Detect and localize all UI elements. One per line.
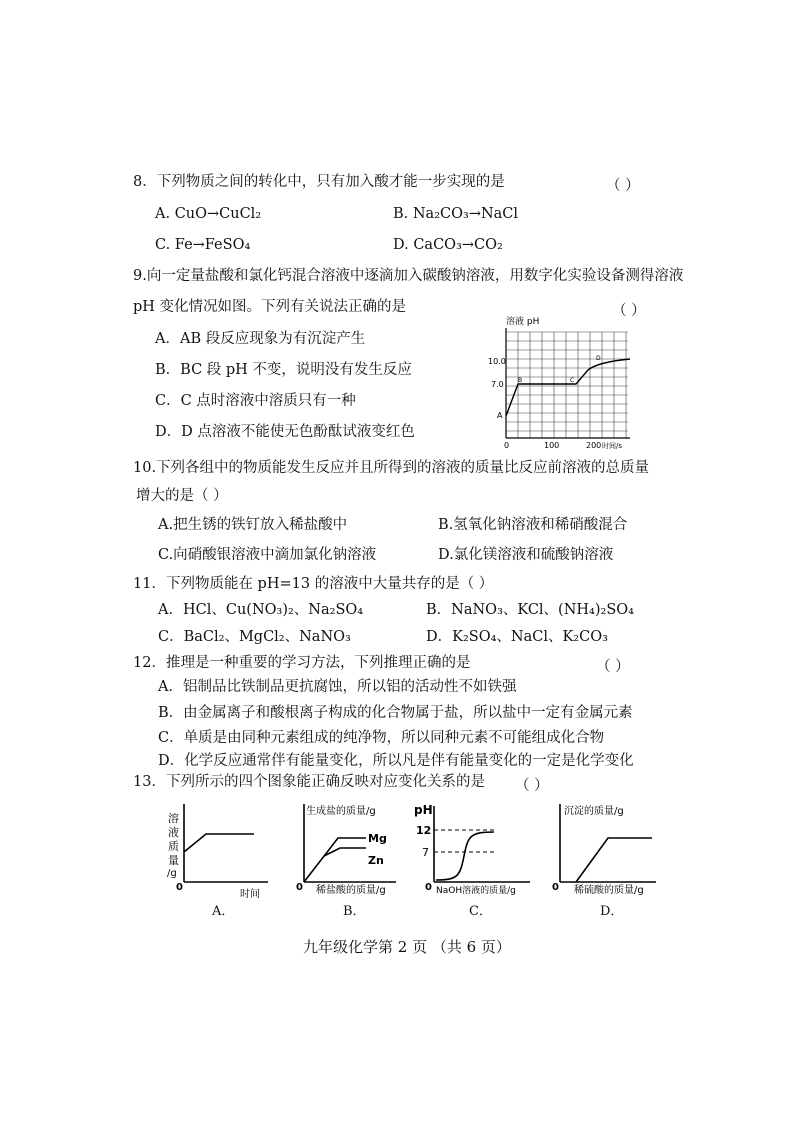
q13-option-a: A． bbox=[212, 904, 235, 919]
page-footer: 九年级化学第 2 页 （共 6 页） bbox=[303, 938, 511, 956]
q9-stem-line2: pH 变化情况如图。下列有关说法正确的是 bbox=[133, 299, 407, 315]
q11-option-b: B．NaNO₃、KCl、(NH₄)₂SO₄ bbox=[426, 602, 634, 618]
q10-option-b: B.氢氧化钠溶液和稀硝酸混合 bbox=[438, 517, 628, 533]
q10-option-a: A.把生锈的铁钉放入稀盐酸中 bbox=[158, 517, 348, 533]
graph-c-y-tick-7: 7 bbox=[422, 846, 429, 859]
q9-option-a: A．AB 段反应现象为有沉淀产生 bbox=[155, 331, 366, 347]
graph-a-curve bbox=[184, 834, 254, 852]
graph-a-ylabel-1: 溶 bbox=[168, 812, 179, 825]
graph-b-xlabel: 稀盐酸的质量/g bbox=[316, 885, 386, 896]
q13-graph-c bbox=[410, 800, 535, 900]
q9-x-tick-200: 200 bbox=[586, 441, 602, 450]
q9-option-b: B．BC 段 pH 不变，说明没有发生反应 bbox=[155, 362, 412, 378]
graph-c-xlabel: NaOH溶液的质量/g bbox=[436, 886, 516, 896]
graph-d-ylabel: 沉淀的质量/g bbox=[564, 806, 624, 817]
graph-b-mg-line bbox=[304, 838, 366, 882]
q9-stem-line1: 9.向一定量盐酸和氯化钙混合溶液中逐滴加入碳酸钠溶液，用数字化实验设备测得溶液 bbox=[133, 268, 684, 284]
graph-a-ylabel-2: 液 bbox=[168, 826, 179, 839]
graph-a-ylabel-unit: /g bbox=[167, 868, 177, 879]
q10-option-d: D.氯化镁溶液和硫酸钠溶液 bbox=[438, 547, 614, 563]
q10-option-c: C.向硝酸银溶液中滴加氯化钠溶液 bbox=[158, 547, 377, 563]
q9-point-c: C bbox=[570, 377, 575, 384]
graph-c-ylabel: pH bbox=[414, 803, 433, 817]
q11-option-d: D．K₂SO₄、NaCl、K₂CO₃ bbox=[426, 629, 608, 645]
q9-option-c: C．C 点时溶液中溶质只有一种 bbox=[155, 393, 356, 409]
q13-stem: 13．下列所示的四个图象能正确反映对应变化关系的是 bbox=[133, 774, 485, 790]
graph-d-origin: 0 bbox=[552, 882, 559, 893]
q13-option-c: C． bbox=[469, 904, 492, 919]
q8-answer-paren: （ ） bbox=[606, 178, 640, 194]
graph-d-xlabel: 稀硫酸的质量/g bbox=[574, 885, 644, 896]
graph-b-origin: 0 bbox=[296, 882, 303, 893]
q12-option-a: A．铝制品比铁制品更抗腐蚀，所以铝的活动性不如铁强 bbox=[158, 679, 517, 695]
q13-graph-a bbox=[162, 800, 272, 900]
q11-option-a: A．HCl、Cu(NO₃)₂、Na₂SO₄ bbox=[158, 602, 364, 618]
q13-graph-b bbox=[290, 800, 402, 900]
q9-answer-paren: （ ） bbox=[612, 303, 646, 319]
q9-x-axis-label: 时间/s bbox=[602, 442, 623, 450]
graph-a-ylabel-3: 质 bbox=[168, 840, 179, 853]
graph-c-curve bbox=[436, 832, 494, 880]
q13-answer-paren: （ ） bbox=[515, 778, 549, 794]
q9-ph-chart bbox=[488, 312, 646, 454]
q9-x-tick-0: 0 bbox=[504, 441, 510, 450]
q9-chart-grid bbox=[506, 332, 628, 438]
q13-option-b: B． bbox=[343, 904, 366, 919]
q12-stem: 12．推理是一种重要的学习方法，下列推理正确的是 bbox=[133, 655, 471, 671]
q8-stem: 8．下列物质之间的转化中，只有加入酸才能一步实现的是 bbox=[133, 174, 505, 190]
graph-c-origin: 0 bbox=[425, 882, 432, 893]
q9-y-tick-7: 7.0 bbox=[491, 380, 504, 389]
q8-option-d: D. CaCO₃→CO₂ bbox=[393, 237, 503, 253]
graph-a-ylabel-4: 量 bbox=[168, 854, 179, 867]
q12-option-d: D．化学反应通常伴有能量变化，所以凡是伴有能量变化的一定是化学变化 bbox=[158, 753, 634, 769]
graph-a-origin: 0 bbox=[176, 882, 183, 893]
graph-a-xlabel: 时间 bbox=[240, 889, 260, 900]
q8-option-b: B. Na₂CO₃→NaCl bbox=[393, 206, 519, 222]
q9-y-tick-10: 10.0 bbox=[488, 357, 506, 366]
q13-option-d: D． bbox=[600, 904, 624, 919]
q8-option-a: A. CuO→CuCl₂ bbox=[155, 206, 262, 222]
q8-option-c: C. Fe→FeSO₄ bbox=[155, 237, 251, 253]
graph-b-mg-label: Mg bbox=[368, 832, 387, 845]
q12-answer-paren: （ ） bbox=[596, 659, 630, 675]
q9-chart-ylabel: 溶液 pH bbox=[506, 317, 540, 327]
q9-point-d: D bbox=[596, 355, 601, 362]
q12-option-b: B．由金属离子和酸根离子构成的化合物属于盐，所以盐中一定有金属元素 bbox=[158, 705, 633, 721]
q13-graph-d bbox=[548, 800, 660, 900]
graph-b-ylabel: 生成盐的质量/g bbox=[306, 806, 376, 817]
q12-option-c: C．单质是由同种元素组成的纯净物，所以同种元素不可能组成化合物 bbox=[158, 730, 605, 746]
graph-c-y-tick-12: 12 bbox=[416, 824, 432, 837]
q9-x-tick-100: 100 bbox=[544, 441, 560, 450]
q10-stem-line2: 增大的是（ ） bbox=[136, 488, 228, 504]
q9-point-b: B bbox=[518, 377, 523, 384]
graph-b-zn-label: Zn bbox=[368, 854, 384, 867]
q9-point-a: A bbox=[497, 411, 503, 420]
q10-stem-line1: 10.下列各组中的物质能发生反应并且所得到的溶液的质量比反应前溶液的总质量 bbox=[133, 460, 650, 476]
q9-ph-curve bbox=[506, 359, 630, 416]
q11-option-c: C．BaCl₂、MgCl₂、NaNO₃ bbox=[158, 629, 351, 645]
q11-stem: 11．下列物质能在 pH=13 的溶液中大量共存的是（ ） bbox=[133, 576, 494, 592]
q9-option-d: D．D 点溶液不能使无色酚酞试液变红色 bbox=[155, 424, 415, 440]
graph-d-curve bbox=[576, 838, 652, 882]
